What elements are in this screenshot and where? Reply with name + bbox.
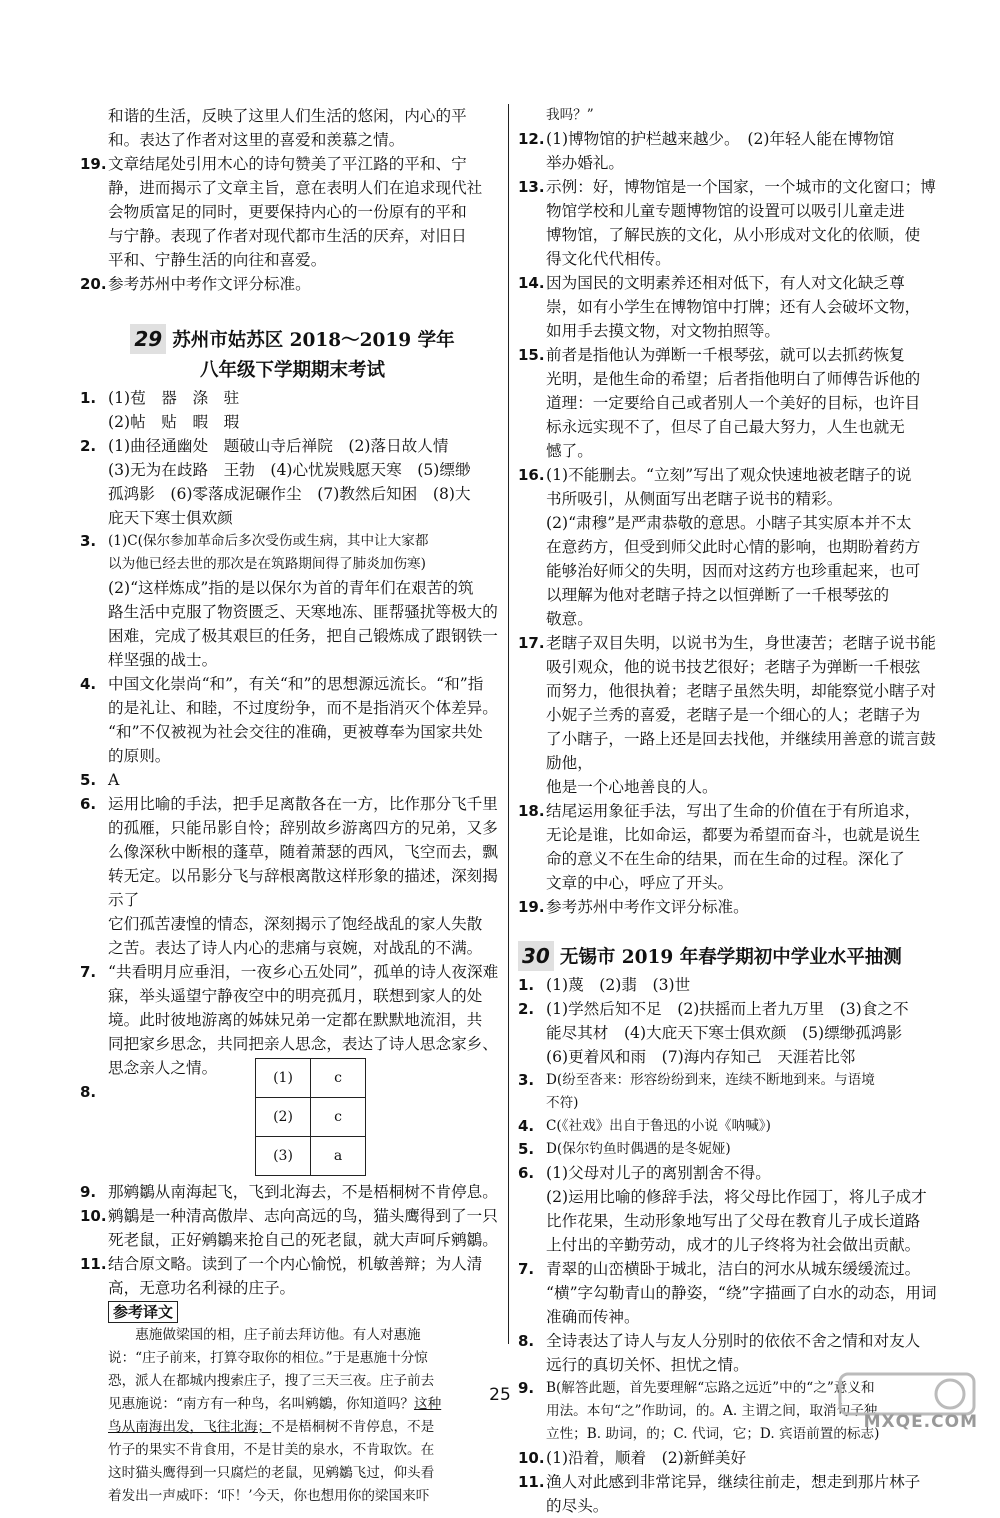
text-line: (3)无为在歧路 王勃 (4)心忧炭贱愿天寒 (5)缥缈 — [108, 461, 471, 479]
answer-6 — [518, 1161, 948, 1185]
text-line: 的原则。 — [108, 747, 171, 765]
text-line: 准确而传神。 — [546, 1308, 640, 1326]
answer-11 — [518, 1470, 948, 1494]
answer-number: 2. — [518, 1000, 535, 1018]
answer-number: 19. — [80, 155, 107, 173]
text-line: 么像深秋中断根的蓬草，随着萧瑟的西风，飞空而去，飘 — [108, 843, 498, 861]
text-line: 全诗表达了诗人与友人分别时的依依不舍之情和对友人 — [546, 1332, 921, 1350]
text-line: 的尽头。 — [546, 1497, 609, 1515]
text-line: 上付出的辛勤劳动，成才的儿子终将为社会做出贡献。 — [546, 1236, 921, 1254]
text-line: 光明，是他生命的希望；后者指他明白了师傅告诉他的 — [546, 370, 921, 388]
text-line: 平和、宁静生活的向往和喜爱。 — [108, 251, 327, 269]
answer-number: 3. — [80, 532, 97, 550]
answer-number: 9. — [518, 1379, 535, 1397]
text-line: 用法。本句“之”作助词，的。A. 主谓之间，取消句子独 — [546, 1403, 878, 1419]
text-line: 道理：一定要给自己或者别人一个美好的目标，也许目 — [546, 394, 921, 412]
table-cell: c — [311, 1059, 366, 1098]
answer-number: 1. — [80, 389, 97, 407]
text-line: 文章结尾处引用木心的诗句赞美了平江路的平和、宁 — [108, 155, 467, 173]
text-line: 了小瞎子，一路上还是回去找他，并继续用善意的谎言鼓励他， — [546, 730, 936, 772]
text-line: 惠施做梁国的相，庄子前去拜访他。有人对惠施 — [135, 1327, 421, 1343]
text-line: (1)曲径通幽处 题破山寺后禅院 (2)落日故人情 — [108, 437, 449, 455]
answer-number: 5. — [518, 1140, 535, 1158]
text-line: “和”不仅被视为社会交往的准确，更被尊奉为国家共处 — [108, 723, 483, 741]
text-line: 之苦。表达了诗人内心的悲痛与哀婉，对战乱的不满。 — [108, 939, 483, 957]
answer-number: 19. — [518, 898, 545, 916]
answer-1 — [80, 386, 505, 410]
text-line: 着发出一声威吓：‘吓！’今天，你也想用你的梁国来吓 — [108, 1488, 430, 1504]
answer-3 — [80, 530, 505, 553]
answer-11 — [80, 1252, 505, 1276]
text-line: (1)父母对儿子的离别割舍不得。 — [546, 1164, 771, 1182]
text-line: (2)“这样炼成”指的是以保尔为首的青年们在艰苦的筑 — [108, 579, 474, 597]
answer-number: 15. — [518, 346, 545, 364]
text-line: 境。此时彼地游离的姊妹兄弟一定都在默默地流泪，共 — [108, 1011, 483, 1029]
answer-number: 3. — [518, 1071, 535, 1089]
answer-number: 4. — [518, 1117, 535, 1135]
text-line: 转无定。以吊影分飞与辞根离散这样形象的描述，深刻揭示了 — [108, 867, 498, 909]
text-line: 远行的真切关怀、担忧之情。 — [546, 1356, 749, 1374]
answer-number: 8. — [518, 1332, 535, 1350]
answer-5 — [80, 768, 505, 792]
answer-number: 5. — [80, 771, 97, 789]
table-row — [256, 1059, 366, 1098]
text-line: D(保尔钓鱼时偶遇的是冬妮娅) — [546, 1141, 731, 1157]
text-line: 的孤雁，只能吊影自怜；辞别故乡游离四方的兄弟，又多 — [108, 819, 498, 837]
table-cell: (3) — [256, 1137, 311, 1176]
answer-number: 1. — [518, 976, 535, 994]
text-line: 和。表达了作者对这里的喜爱和羡慕之情。 — [108, 131, 405, 149]
answer-2 — [80, 434, 505, 458]
text-line: 静，进而揭示了文章主旨，意在表明人们在追求现代社 — [108, 179, 483, 197]
answer-number: 20. — [80, 275, 107, 293]
answer-number: 6. — [518, 1164, 535, 1182]
section-title-line-2: 八年级下学期期末考试 — [199, 360, 385, 381]
text-line: 如用手去摸文物，对文物拍照等。 — [546, 322, 780, 340]
text-line: 渔人对此感到非常诧异，继续往前走，想走到那片林子 — [546, 1473, 921, 1491]
answer-number: 12. — [518, 130, 545, 148]
text-line: 孤鸿影 (6)零落成泥碾作尘 (7)教然后知困 (8)大 — [108, 485, 471, 503]
answer-number: 6. — [80, 795, 97, 813]
text-line: (1)C(保尔参加革命后多次受伤或生病，其中让大家都 — [108, 533, 429, 549]
text-line: 文章的中心，呼应了开头。 — [546, 874, 734, 892]
answer-12 — [518, 127, 948, 151]
text-line: (1)苞 器 涤 驻 — [108, 389, 240, 407]
answer-number: 8. — [80, 1083, 97, 1101]
reference-label: 参考译文 — [108, 1301, 178, 1323]
text-line: 不符) — [546, 1095, 579, 1111]
answer-number: 14. — [518, 274, 545, 292]
answer-15 — [518, 343, 948, 367]
section-number: 30 — [518, 941, 554, 971]
answer-10 — [518, 1446, 948, 1470]
column-divider — [508, 104, 509, 1344]
answer-table — [255, 1058, 366, 1176]
text-line: 而努力，他很执着；老瞎子虽然失明，却能察觉小瞎子对 — [546, 682, 936, 700]
text-line: 命的意义不在生命的结果，而在生命的过程。深化了 — [546, 850, 905, 868]
text-line: 因为国民的文明素养还相对低下，有人对文化缺乏尊 — [546, 274, 905, 292]
text-line: (1)蔑 (2)翡 (3)世 — [546, 976, 691, 994]
answer-14 — [518, 271, 948, 295]
table-row — [256, 1137, 366, 1176]
text-line: 参考苏州中考作文评分标准。 — [546, 898, 749, 916]
answer-number: 10. — [80, 1207, 107, 1225]
text-line: 困难，完成了极其艰巨的任务，把自己锻炼成了跟钢铁一 — [108, 627, 498, 645]
text-line: B(解答此题，首先要理解“忘路之远近”中的“之”意义和 — [546, 1380, 875, 1396]
text-line: 敬意。 — [546, 610, 593, 628]
answer-number: 13. — [518, 178, 545, 196]
page-number: 25 — [489, 1385, 511, 1405]
answer-number: 7. — [80, 963, 97, 981]
answer-2 — [518, 997, 948, 1021]
text-line: 老瞎子双目失明，以说书为生，身世凄苦；老瞎子说书能 — [546, 634, 936, 652]
text-line: 和谐的生活，反映了这里人们生活的悠闲，内心的平 — [108, 107, 467, 125]
text-line: 同把家乡思念，共同把亲人思念，表达了诗人思念家乡、 — [108, 1035, 498, 1053]
right-column — [518, 104, 948, 1518]
text-line: 得文化代代相传。 — [546, 250, 671, 268]
answer-number: 11. — [518, 1473, 545, 1491]
reference-label-row — [80, 1300, 505, 1324]
text-line: 样坚强的战士。 — [108, 651, 218, 669]
text-line: “共看明月应垂泪，一夜乡心五处同”，孤单的诗人夜深难 — [108, 963, 499, 981]
text-line: C(《社戏》出自于鲁迅的小说《呐喊》) — [546, 1118, 771, 1134]
answer-number: 7. — [518, 1260, 535, 1278]
text-line: 小妮子兰秀的喜爱，老瞎子是一个细心的人；老瞎子为 — [546, 706, 921, 724]
text-line: 庇天下寒士俱欢颜 — [108, 509, 233, 527]
text-line: 寐，举头遥望宁静夜空中的明亮孤月，联想到家人的处 — [108, 987, 483, 1005]
text-line: 运用比喻的手法，把手足离散各在一方，比作那分飞千里 — [108, 795, 498, 813]
text-line: 恐，派人在都城内搜索庄子，搜了三天三夜。庄子前去 — [108, 1373, 435, 1389]
text-line: 以理解为他对老瞎子持之以恒弹断了一千根琴弦的 — [546, 586, 890, 604]
text-line: 崇，如有小学生在博物馆中打牌；还有人会破坏文物， — [546, 298, 921, 316]
text-line: 那鹓鶵从南海起飞，飞到北海去，不是梧桐树不肯停息。 — [108, 1183, 498, 1201]
answer-18 — [518, 799, 948, 823]
answer-number: 11. — [80, 1255, 107, 1273]
text-line: (1)不能删去。“立刻”写出了观众快速地被老瞎子的说 — [546, 466, 912, 484]
text-line: 物馆学校和儿童专题博物馆的设置可以吸引儿童走进 — [546, 202, 905, 220]
text-line: 死老鼠，正好鹓鶵来抢自己的死老鼠，就大声呵斥鹓鶵。 — [108, 1231, 498, 1249]
answer-number: 16. — [518, 466, 545, 484]
table-cell: a — [311, 1137, 366, 1176]
answer-number: 18. — [518, 802, 545, 820]
text-line: 结合原文略。读到了一个内心愉悦，机敏善辩；为人清 — [108, 1255, 483, 1273]
text-line: 路生活中克服了物资匮乏、天寒地冻、匪帮骚扰等极大的 — [108, 603, 498, 621]
section-title — [80, 324, 505, 356]
text-line: (2)运用比喻的修辞手法，将父母比作园丁，将儿子成才 — [546, 1188, 927, 1206]
table-cell: c — [311, 1098, 366, 1137]
text-line: 的是礼让、和睦，不过度纷争，而不是指消灭个体差异。 — [108, 699, 498, 717]
text-line: 青翠的山峦横卧于城北，洁白的河水从城东缓缓流过。 — [546, 1260, 921, 1278]
answer-7 — [80, 960, 505, 984]
answer-8 — [518, 1329, 948, 1353]
text-line: (1)学然后知不足 (2)扶摇而上者九万里 (3)食之不 — [546, 1000, 909, 1018]
text-line: (1)沿着，顺着 (2)新鲜美好 — [546, 1449, 747, 1467]
answer-number: 17. — [518, 634, 545, 652]
table-cell: (1) — [256, 1059, 311, 1098]
text-line: 他是一个心地善良的人。 — [546, 778, 718, 796]
answer-13 — [518, 175, 948, 199]
answer-20 — [80, 272, 505, 296]
table-cell: (2) — [256, 1098, 311, 1137]
answer-19 — [80, 152, 505, 272]
answer-4 — [80, 672, 505, 696]
text-line: (2)帖 贴 暇 瑕 — [108, 413, 240, 431]
text-line: 竹子的果实不肯食用，不是甘美的泉水，不肯取饮。在 — [108, 1442, 435, 1458]
answer-number: 10. — [518, 1449, 545, 1467]
text-line: 比作花果，生动形象地写出了父母在教育儿子成长道路 — [546, 1212, 921, 1230]
answer-5 — [518, 1138, 948, 1161]
section-title-text: 无锡市 2019 年春学期初中学业水平抽测 — [559, 947, 902, 968]
text-line: 鹓鶵是一种清高傲岸、志向高远的鸟，猫头鹰得到了一只 — [108, 1207, 498, 1225]
text-line: 它们孤苦凄惶的情态，深刻揭示了饱经战乱的家人失散 — [108, 915, 483, 933]
answer-7 — [518, 1257, 948, 1281]
text-line: 示例：好，博物馆是一个国家，一个城市的文化窗口；博 — [546, 178, 936, 196]
section-number: 29 — [130, 324, 166, 354]
answer-4 — [518, 1115, 948, 1138]
text-line: 我吗？” — [546, 107, 594, 123]
answer-9 — [80, 1180, 505, 1204]
answer-10 — [80, 1204, 505, 1228]
text-line: 说：“庄子前来，打算夺取你的相位。”于是惠施十分惊 — [108, 1350, 428, 1366]
watermark-text: MXQE.COM — [863, 1412, 978, 1432]
text-line: (1)博物馆的护栏越来越少。 (2)年轻人能在博物馆 — [546, 130, 895, 148]
left-column — [80, 104, 505, 1508]
answer-17 — [518, 631, 948, 655]
text-line: D(纷至沓来：形容纷纷到来，连续不断地到来。与语境 — [546, 1072, 875, 1088]
text-line: “横”字勾勒青山的静姿，“绕”字描画了白水的动态，用词 — [546, 1284, 937, 1302]
answer-19 — [518, 895, 948, 919]
text-span: 见惠施说：“南方有一种鸟，名叫鹓鶵，你知道吗？ — [108, 1396, 415, 1412]
text-line: 中国文化崇尚“和”，有关“和”的思想源远流长。“和”指 — [108, 675, 484, 693]
text-line: 以为他已经去世的那次是在筑路期间得了肺炎加伤寒) — [108, 556, 426, 572]
text-line: A — [108, 771, 120, 789]
answer-number: 2. — [80, 437, 97, 455]
text-line: 标永远实现不了，但尽了自己最大努力，人生也就无 — [546, 418, 905, 436]
text-line: 书所吸引，从侧面写出老瞎子说书的精彩。 — [546, 490, 843, 508]
text-line: 立性；B. 助词，的；C. 代词，它；D. 宾语前置的标志) — [546, 1426, 880, 1442]
answer-1 — [518, 973, 948, 997]
text-line: 举办婚礼。 — [546, 154, 624, 172]
text-line: 无论是谁，比如命运，都要为希望而奋斗，也就是说生 — [546, 826, 921, 844]
text-line: 高，无意功名利禄的庄子。 — [108, 1279, 296, 1297]
text-line: 憾了。 — [546, 442, 593, 460]
text-line: 前者是指他认为弹断一千根琴弦，就可以去抓药恢复 — [546, 346, 905, 364]
text-line: 会物质富足的同时，更要保持内心的一份原有的平和 — [108, 203, 467, 221]
text-line: (2)“肃穆”是严肃恭敬的意思。小瞎子其实原本并不太 — [546, 514, 912, 532]
text-line: 能尽其材 (4)大庇天下寒士俱欢颜 (5)缥缈孤鸿影 — [546, 1024, 903, 1042]
text-line: 这时猫头鹰得到一只腐烂的老鼠，见鹓鶵飞过，仰头看 — [108, 1465, 435, 1481]
section-title — [518, 941, 948, 973]
underlined-text: 鸟从南海出发，飞往北海； — [108, 1419, 272, 1435]
answer-number: 4. — [80, 675, 97, 693]
text-line: 结尾运用象征手法，写出了生命的价值在于有所追求， — [546, 802, 921, 820]
text-line — [80, 1416, 505, 1439]
text-line: 能够治好师父的失明，因而对这药方也珍重起来，也可 — [546, 562, 921, 580]
text-line: 博物馆，了解民族的文化，从小形成对文化的依顺，使 — [546, 226, 921, 244]
text-span: 不是梧桐树不肯停息，不是 — [271, 1419, 435, 1435]
table-row — [256, 1098, 366, 1137]
answer-16 — [518, 463, 948, 487]
underlined-text: 这种 — [414, 1396, 442, 1412]
answer-number: 9. — [80, 1183, 97, 1201]
text-line: 吸引观众，他的说书技艺很好；老瞎子为弹断一千根弦 — [546, 658, 921, 676]
text-line: 思念亲人之情。 — [108, 1059, 218, 1077]
text-line: 与宁静。表现了作者对现代都市生活的厌弃，对旧日 — [108, 227, 467, 245]
text-line: 在意药方，但受到师父此时心情的影响，也期盼着药方 — [546, 538, 921, 556]
answer-3 — [518, 1069, 948, 1092]
text-line: 参考苏州中考作文评分标准。 — [108, 275, 311, 293]
text-line: (6)更着风和雨 (7)海内存知己 天涯若比邻 — [546, 1048, 856, 1066]
answer-6 — [80, 792, 505, 816]
section-title-line-1: 苏州市姑苏区 2018～2019 学年 — [172, 330, 455, 351]
